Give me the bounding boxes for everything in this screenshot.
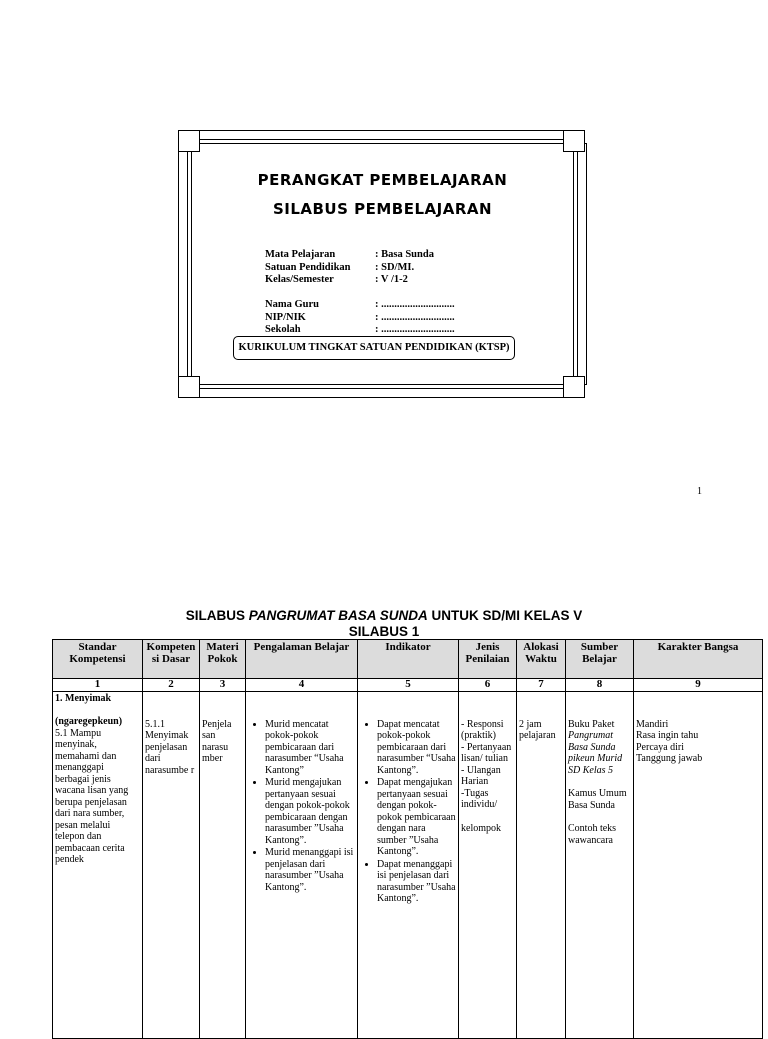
info-value: : ............................ bbox=[375, 311, 455, 323]
info-value: : V /1-2 bbox=[375, 274, 408, 285]
info-value: : ............................ bbox=[375, 299, 455, 310]
frame-corner-tr bbox=[563, 130, 585, 152]
info-label: NIP/NIK bbox=[265, 311, 306, 323]
header-cell: Indikator bbox=[358, 640, 459, 679]
frame-top-tab bbox=[191, 130, 574, 140]
karakter-item: Percaya diri bbox=[636, 741, 685, 753]
page-number: 1 bbox=[697, 486, 702, 497]
title-suffix: UNTUK SD/MI KELAS V bbox=[427, 608, 583, 623]
info-value: : SD/MI. bbox=[375, 261, 415, 273]
number-cell: 2 bbox=[143, 679, 200, 692]
frame-corner-br bbox=[563, 376, 585, 398]
info-row-satuan bbox=[265, 262, 434, 275]
sk-heading: 1. Menyimak bbox=[55, 692, 112, 704]
list-item: • Murid mengajukan pertanyaan sesuai dengan pokok-pokok pembicaraan dengan narasumber ”Usaha Kantong”. bbox=[265, 777, 355, 846]
header-cell: Alokasi Waktu bbox=[517, 640, 566, 679]
number-cell: 1 bbox=[53, 679, 143, 692]
info-row-guru bbox=[265, 299, 455, 312]
table-header-row bbox=[53, 640, 763, 679]
materi-text: Penjela san narasu mber bbox=[202, 718, 232, 764]
number-cell: 7 bbox=[517, 679, 566, 692]
header-cell: Sumber Belajar bbox=[566, 640, 634, 679]
info-row-kelas bbox=[265, 274, 434, 287]
info-row-sekolah bbox=[265, 324, 455, 337]
silabus-title bbox=[0, 608, 768, 623]
info-row-nip bbox=[265, 312, 455, 325]
silabus-table bbox=[52, 639, 763, 1039]
pengalaman-list bbox=[248, 719, 355, 894]
number-cell: 3 bbox=[200, 679, 246, 692]
cover-title-1: PERANGKAT PEMBELAJARAN bbox=[257, 171, 508, 189]
frame-bottom-tab bbox=[191, 388, 574, 398]
header-cell: Jenis Penilaian bbox=[459, 640, 517, 679]
penilaian-item: - Ulangan Harian bbox=[461, 764, 501, 787]
cover-info-block bbox=[265, 249, 434, 287]
cover-teacher-block bbox=[265, 299, 455, 337]
cell-sumber-belajar bbox=[566, 691, 634, 1038]
header-cell: Karakter Bangsa bbox=[634, 640, 763, 679]
cell-pengalaman-belajar bbox=[246, 691, 358, 1038]
header-cell: Kompeten si Dasar bbox=[143, 640, 200, 679]
penilaian-item: -Tugas individu/ bbox=[461, 787, 498, 810]
kd-text: 5.1.1 Menyimak penjelasan dari narasumbe r bbox=[145, 718, 195, 776]
table-number-row bbox=[53, 679, 763, 692]
karakter-item: Mandiri bbox=[636, 718, 669, 730]
number-cell: 6 bbox=[459, 679, 517, 692]
cell-kompetensi-dasar bbox=[143, 691, 200, 1038]
penilaian-item: - Pertanyaan lisan/ tulian bbox=[461, 741, 512, 764]
info-label: Mata Pelajaran bbox=[265, 249, 336, 260]
cell-standar-kompetensi bbox=[53, 691, 143, 1038]
info-value: : ............................ bbox=[375, 324, 455, 335]
cover-title-2: SILABUS PEMBELAJARAN bbox=[272, 200, 493, 218]
list-item: • Dapat menanggapi isi penjelasan dari narasumber ”Usaha Kantong”. bbox=[377, 859, 456, 905]
table-row bbox=[53, 691, 763, 1038]
title-prefix: SILABUS bbox=[185, 608, 249, 623]
cell-jenis-penilaian bbox=[459, 691, 517, 1038]
cell-karakter-bangsa bbox=[634, 691, 763, 1038]
sumber-kamus: Kamus Umum Basa Sunda bbox=[568, 788, 627, 811]
number-cell: 9 bbox=[634, 679, 763, 692]
karakter-item: Tanggung jawab bbox=[636, 753, 703, 764]
info-label: Kelas/Semester bbox=[265, 274, 334, 285]
list-item: • Murid mencatat pokok-pokok pembicaraan dari narasumber “Usaha Kantong” bbox=[265, 719, 355, 777]
frame-corner-tl bbox=[178, 130, 200, 152]
number-cell: 8 bbox=[566, 679, 634, 692]
penilaian-item: - Responsi (praktik) bbox=[461, 718, 504, 741]
list-item: • Murid menanggapi isi penjelasan dari narasumber ”Usaha Kantong”. bbox=[265, 847, 355, 893]
info-label: Satuan Pendidikan bbox=[265, 261, 351, 273]
indikator-list bbox=[360, 719, 456, 905]
info-label: Nama Guru bbox=[265, 299, 319, 310]
alokasi-text: 2 jam pelajaran bbox=[519, 718, 556, 741]
info-label: Sekolah bbox=[265, 324, 301, 335]
title-italic: PANGRUMAT BASA SUNDA bbox=[248, 608, 428, 623]
cell-indikator bbox=[358, 691, 459, 1038]
sk-text: 5.1 Mampu menyinak, memahami dan menanggapi berbagai jenis wacana lisan yang berupa penjelasan dari nara sumber, pesan melalui telepon dan pembacaan cerita pendek bbox=[55, 727, 129, 865]
sk-sub: (ngaregepkeun) bbox=[55, 716, 123, 727]
silabus-subtitle: SILABUS 1 bbox=[348, 624, 420, 639]
number-cell: 4 bbox=[246, 679, 358, 692]
penilaian-item: kelompok bbox=[461, 822, 501, 834]
sumber-plain: Buku Paket bbox=[568, 718, 615, 730]
frame-corner-bl bbox=[178, 376, 200, 398]
list-item: • Dapat mengajukan pertanyaan sesuai dengan pokok-pokok pembicaraan dengan nara sumber ”Usaha Kantong”. bbox=[377, 777, 456, 858]
sumber-book: Pangrumat Basa Sunda pikeun Murid SD Kelas 5 bbox=[568, 730, 623, 776]
cell-alokasi-waktu bbox=[517, 691, 566, 1038]
cell-materi-pokok bbox=[200, 691, 246, 1038]
list-item: • Dapat mencatat pokok-pokok pembicaraan dari narasumber “Usaha Kantong”. bbox=[377, 719, 456, 777]
curriculum-label: KURIKULUM TINGKAT SATUAN PENDIDIKAN (KTSP) bbox=[233, 336, 515, 360]
header-cell: Materi Pokok bbox=[200, 640, 246, 679]
header-cell: Pengalaman Belajar bbox=[246, 640, 358, 679]
header-cell: Standar Kompetensi bbox=[53, 640, 143, 679]
sumber-contoh: Contoh teks wawancara bbox=[568, 823, 617, 846]
number-cell: 5 bbox=[358, 679, 459, 692]
karakter-item: Rasa ingin tahu bbox=[636, 730, 699, 741]
info-row-mapel bbox=[265, 249, 434, 262]
info-value: : Basa Sunda bbox=[375, 249, 434, 260]
